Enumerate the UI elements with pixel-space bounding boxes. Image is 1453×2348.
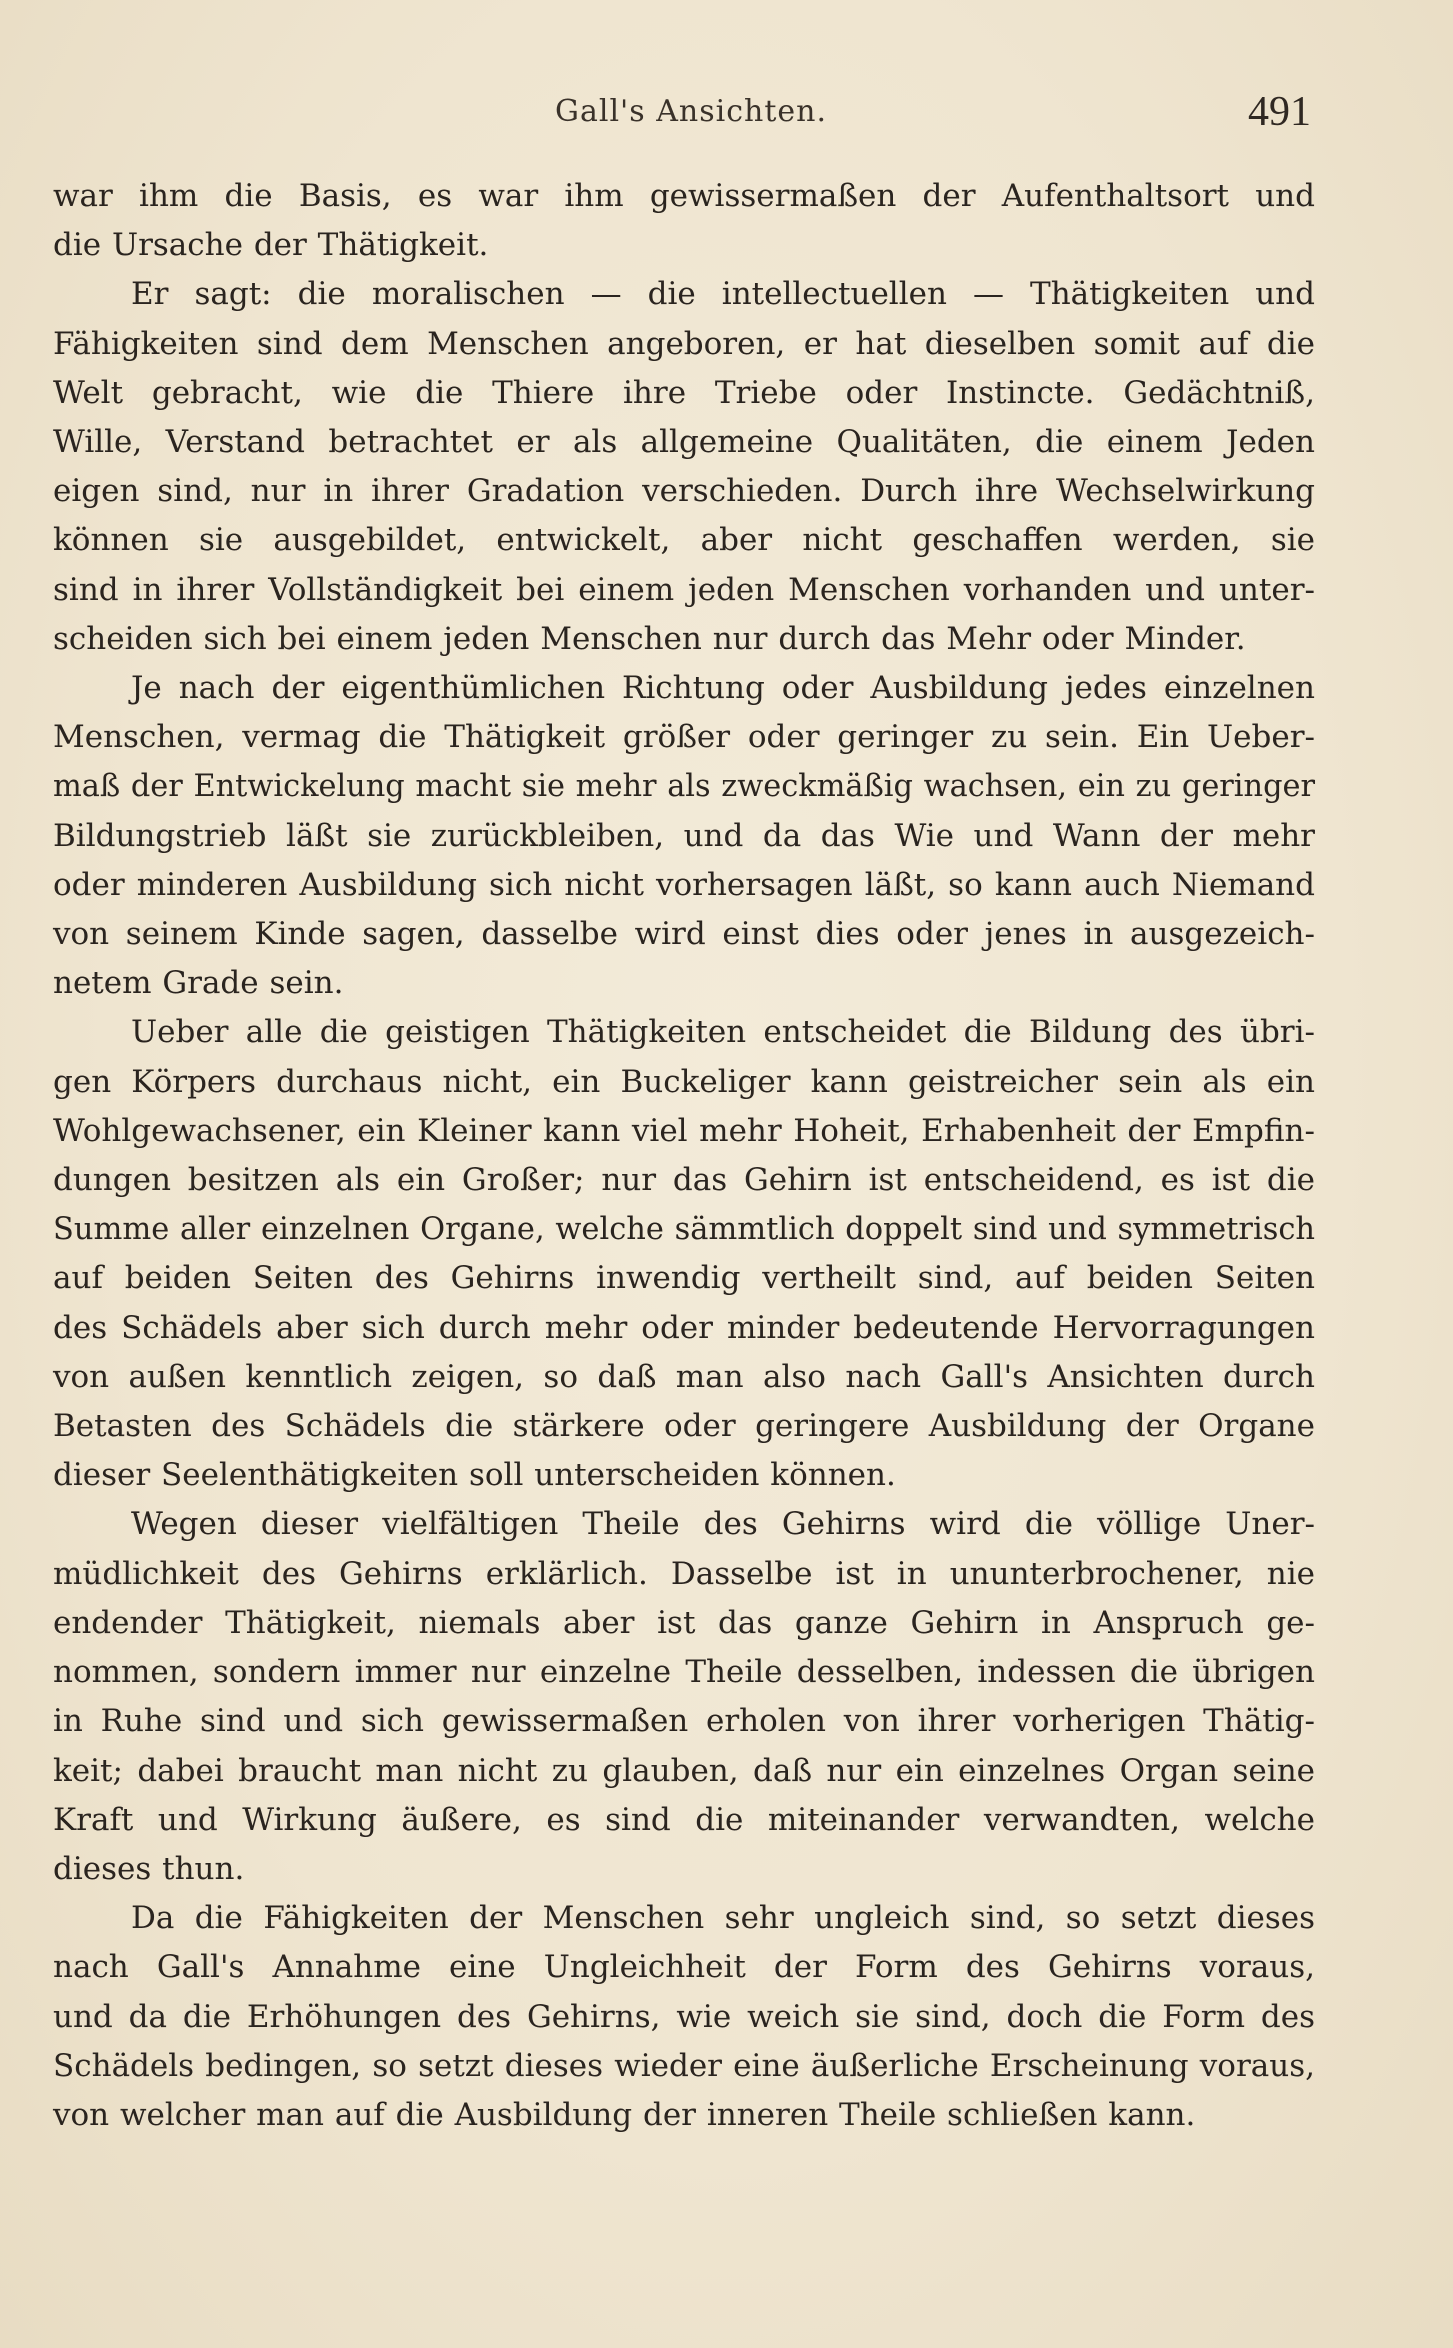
text-line: oder minderen Ausbildung sich nicht vorhersagen läßt, so kann auch Niemand	[53, 866, 1315, 903]
paragraph	[53, 1008, 1315, 1500]
text-line: des Schädels aber sich durch mehr oder minder bedeutende Hervorragungen	[53, 1309, 1315, 1346]
text-line: nommen, sondern immer nur einzelne Theile desselben, indessen die übrigen	[53, 1654, 1315, 1691]
paragraph	[53, 270, 1315, 664]
text-line: Da die Fähigkeiten der Menschen sehr ungleich sind, so setzt dieses	[131, 1900, 1315, 1937]
text-line: von welcher man auf die Ausbildung der inneren Theile schließen kann.	[53, 2096, 1196, 2133]
text-line: sind in ihrer Vollständigkeit bei einem jeden Menschen vorhanden und unter-	[53, 571, 1315, 608]
text-line: die Ursache der Thätigkeit.	[53, 227, 489, 264]
text-line: endender Thätigkeit, niemals aber ist das ganze Gehirn in Anspruch ge-	[53, 1604, 1315, 1641]
running-title: Gall's Ansichten.	[555, 94, 827, 129]
text-line: dieser Seelenthätigkeiten soll unterscheiden können.	[53, 1457, 896, 1494]
text-line: netem Grade sein.	[53, 965, 344, 1002]
text-line: nach Gall's Annahme eine Ungleichheit der Form des Gehirns voraus,	[53, 1949, 1315, 1986]
paragraph	[53, 172, 1315, 270]
text-line: Summe aller einzelnen Organe, welche sämmtlich doppelt sind und symmetrisch	[53, 1212, 1315, 1248]
text-line: von außen kenntlich zeigen, so daß man also nach Gall's Ansichten durch	[53, 1358, 1315, 1395]
text-line: eigen sind, nur in ihrer Gradation verschieden. Durch ihre Wechselwirkung	[53, 473, 1315, 510]
text-line: war ihm die Basis, es war ihm gewissermaßen der Aufenthaltsort und	[53, 178, 1315, 214]
text-line: Bildungstrieb läßt sie zurückbleiben, und da das Wie und Wann der mehr	[53, 817, 1315, 854]
text-line: maß der Entwickelung macht sie mehr als zweckmäßig wachsen, ein zu geringer	[53, 769, 1315, 805]
text-line: dieses thun.	[53, 1850, 245, 1887]
paragraph	[53, 1500, 1315, 1894]
text-line: gen Körpers durchaus nicht, ein Buckeliger kann geistreicher sein als ein	[53, 1063, 1315, 1100]
text-line: scheiden sich bei einem jeden Menschen nur durch das Mehr oder Minder.	[53, 620, 1246, 657]
text-line: Menschen, vermag die Thätigkeit größer oder geringer zu sein. Ein Ueber-	[53, 719, 1315, 756]
paragraph	[53, 1894, 1315, 2140]
text-line: Schädels bedingen, so setzt dieses wieder eine äußerliche Erscheinung voraus,	[53, 2047, 1315, 2084]
text-line: Fähigkeiten sind dem Menschen angeboren, er hat dieselben somit auf die	[53, 325, 1315, 362]
running-head	[0, 88, 1453, 148]
text-line: Wille, Verstand betrachtet er als allgemeine Qualitäten, die einem Jeden	[53, 424, 1315, 461]
text-line: können sie ausgebildet, entwickelt, aber nicht geschaffen werden, sie	[53, 522, 1315, 559]
text-line: auf beiden Seiten des Gehirns inwendig vertheilt sind, auf beiden Seiten	[53, 1260, 1315, 1297]
text-line: Wegen dieser vielfältigen Theile des Gehirns wird die völlige Uner-	[131, 1506, 1315, 1543]
paragraph	[53, 664, 1315, 1008]
text-line: Kraft und Wirkung äußere, es sind die miteinander verwandten, welche	[53, 1801, 1315, 1838]
text-line: dungen besitzen als ein Großer; nur das Gehirn ist entscheidend, es ist die	[53, 1162, 1315, 1199]
text-line: und da die Erhöhungen des Gehirns, wie weich sie sind, doch die Form des	[53, 1998, 1315, 2035]
page-number: 491	[1248, 89, 1311, 135]
text-line: in Ruhe sind und sich gewissermaßen erholen von ihrer vorherigen Thätig-	[53, 1703, 1315, 1740]
text-line: von seinem Kinde sagen, dasselbe wird einst dies oder jenes in ausgezeich-	[53, 916, 1315, 953]
text-line: Er sagt: die moralischen — die intellectuellen — Thätigkeiten und	[131, 276, 1315, 313]
text-line: Betasten des Schädels die stärkere oder geringere Ausbildung der Organe	[53, 1408, 1315, 1445]
text-line: keit; dabei braucht man nicht zu glauben, daß nur ein einzelnes Organ seine	[53, 1752, 1315, 1789]
text-line: Ueber alle die geistigen Thätigkeiten entscheidet die Bildung des übri-	[131, 1014, 1315, 1051]
text-line: müdlichkeit des Gehirns erklärlich. Dasselbe ist in ununterbrochener, nie	[53, 1555, 1315, 1592]
text-line: Welt gebracht, wie die Thiere ihre Triebe oder Instincte. Gedächtniß,	[53, 374, 1315, 411]
text-line: Wohlgewachsener, ein Kleiner kann viel mehr Hoheit, Erhabenheit der Empfin-	[53, 1112, 1315, 1149]
text-line: Je nach der eigenthümlichen Richtung oder Ausbildung jedes einzelnen	[131, 670, 1315, 707]
body-text	[53, 172, 1315, 2140]
